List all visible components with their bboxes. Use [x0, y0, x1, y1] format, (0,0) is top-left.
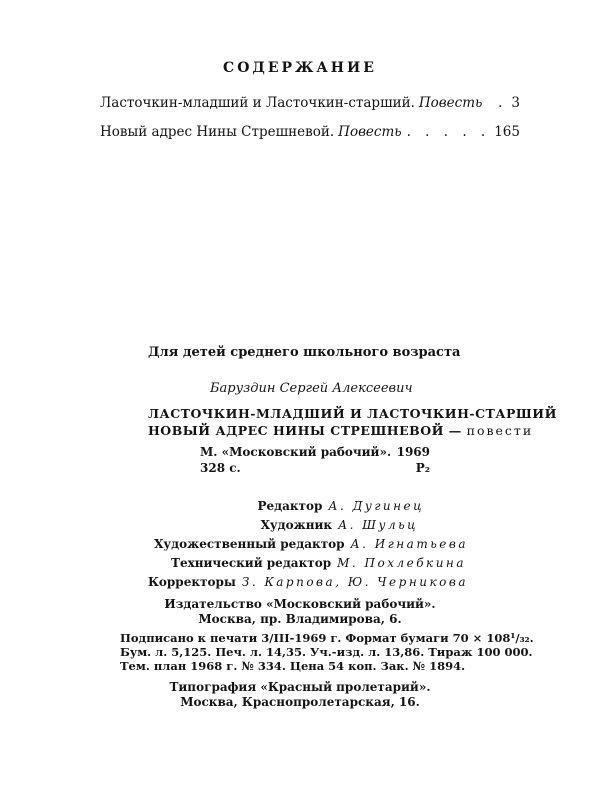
- book-title-2-text: НОВЫЙ АДРЕС НИНЫ СТРЕШНЕВОЙ —: [148, 423, 467, 438]
- publication-line: [200, 444, 430, 476]
- credit-role: Корректоры: [148, 575, 236, 589]
- toc-entry-page: 3: [511, 95, 520, 111]
- toc-entry-genre: Повесть: [338, 124, 402, 140]
- toc-entry: [100, 124, 520, 140]
- publisher-name: Издательство «Московский рабочий».: [164, 597, 436, 611]
- credit-artist: [148, 516, 468, 535]
- printer-address: Москва, Краснопролетарская, 16.: [180, 695, 420, 709]
- toc-title: СОДЕРЖАНИЕ: [223, 60, 377, 76]
- print-specs: [120, 631, 534, 673]
- credit-role: Технический редактор: [171, 556, 332, 570]
- credit-person: А. Дугинец: [328, 499, 424, 513]
- book-title-1: ЛАСТОЧКИН-МЛАДШИЙ И ЛАСТОЧКИН-СТАРШИЙ: [148, 406, 557, 421]
- printer-name: Типография «Красный пролетарий».: [169, 680, 431, 694]
- page-count: 328 с.: [200, 461, 241, 475]
- print-spec-line: Подписано к печати 3/III-1969 г. Формат бумаги 70 × 108¹/₃₂.: [120, 631, 534, 645]
- credit-proofreaders: [148, 573, 468, 592]
- publication-row: [200, 444, 430, 460]
- credit-role: Редактор: [257, 499, 323, 513]
- credit-role: Художественный редактор: [154, 537, 345, 551]
- credit-person: А. Шульц: [338, 518, 418, 532]
- toc-entry-title: Ласточкин-младший и Ласточкин-старший.: [100, 95, 415, 111]
- city-publisher: М. «Московский рабочий».: [200, 445, 392, 459]
- toc-entry-title: Новый адрес Нины Стрешневой.: [100, 124, 335, 140]
- book-titles: [148, 405, 557, 439]
- credit-person: А. Игнатьева: [350, 537, 468, 551]
- book-title-2: [148, 422, 557, 439]
- pages-row: [200, 460, 430, 476]
- audience-note: Для детей среднего школьного возраста: [148, 345, 461, 360]
- publication-year: 1969: [396, 445, 430, 459]
- toc-entry: [100, 95, 520, 111]
- credit-tech-editor: [148, 554, 468, 573]
- publisher-address: Москва, пр. Владимирова, 6.: [198, 612, 402, 626]
- credit-person: М. Похлебкина: [337, 556, 466, 570]
- toc-entry-genre: Повесть: [418, 95, 483, 111]
- credit-art-editor: [148, 535, 468, 554]
- author-name: Баруздин Сергей Алексеевич: [210, 381, 413, 396]
- publisher-info: [0, 597, 600, 627]
- printer-info: [0, 680, 600, 710]
- print-spec-line: Бум. л. 5,125. Печ. л. 14,35. Уч.-изд. л. 13,86. Тираж 100 000.: [120, 645, 533, 659]
- credits-block: [148, 497, 468, 592]
- toc-entry-page: 165: [494, 124, 520, 140]
- credit-role: Художник: [260, 518, 333, 532]
- toc-entry-leader: .: [498, 95, 508, 111]
- toc-entry-leader: . . . . .: [406, 124, 491, 140]
- classification-mark: Р₂: [415, 461, 430, 475]
- credit-editor: [148, 497, 468, 516]
- print-spec-line: Тем. план 1968 г. № 334. Цена 54 коп. Зак. № 1894.: [120, 659, 466, 673]
- book-genre: повести: [466, 423, 534, 438]
- credit-person: З. Карпова, Ю. Черникова: [241, 575, 468, 589]
